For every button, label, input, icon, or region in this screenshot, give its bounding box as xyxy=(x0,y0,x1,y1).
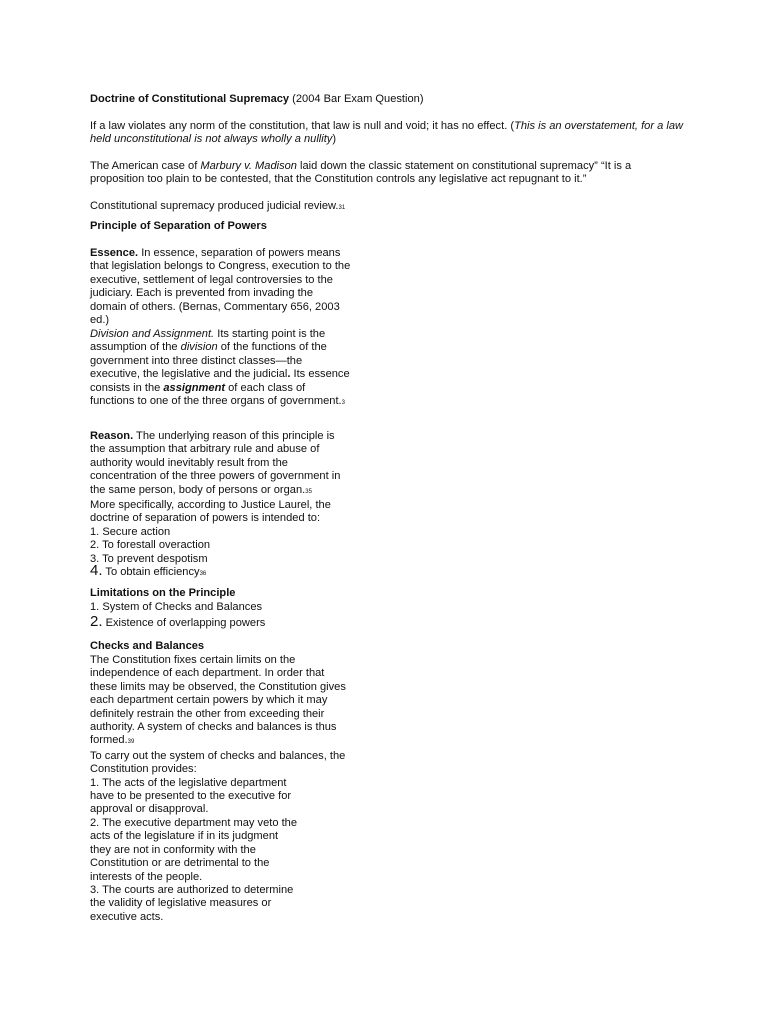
footnote-marker: 31 xyxy=(338,205,346,211)
limitations-item-1 xyxy=(90,601,352,614)
list-item: 1. System of Checks and Balances xyxy=(90,601,263,613)
checks-item-line: approval or disapproval. xyxy=(90,803,209,816)
case-name: Marbury v. Madison xyxy=(200,160,297,172)
reason-text: The underlying reason of this principle is the assumption that arbitrary rule and abuse of authority would inevitably result from the concentration of the three powers of government in the same person, body of persons or organ. xyxy=(90,430,341,496)
doctrine-title-note: (2004 Bar Exam Question) xyxy=(289,93,424,105)
division-text-a: Its starting point is the assumption of the xyxy=(90,328,326,354)
checks-p1-text: The Constitution fixes certain limits on the independence of each department. In order that these limits may be observed, the Constitution gives each department certain powers by which it may definitely restrain the other from exceeding their authority. A system of checks and balances is thus formed. xyxy=(90,654,346,747)
list-item-text: Existence of overlapping powers xyxy=(102,617,266,629)
limitations-heading xyxy=(90,587,352,600)
reason-paragraph xyxy=(90,430,352,566)
doctrine-paragraph-2 xyxy=(90,160,660,187)
list-item-number: 2. xyxy=(90,613,103,630)
essence-label: Essence. xyxy=(90,247,139,259)
list-item: 3. To prevent despotism xyxy=(90,552,208,565)
list-item: 2. To forestall overaction xyxy=(90,539,211,552)
doctrine-paragraph-3 xyxy=(90,200,690,215)
essence-paragraph xyxy=(90,247,352,327)
limitations-heading-text: Limitations on the Principle xyxy=(90,587,236,599)
separation-heading-text: Principle of Separation of Powers xyxy=(90,220,267,232)
division-dot: . xyxy=(287,368,291,381)
checks-item-line: acts of the legislature if in its judgment xyxy=(90,830,279,843)
footnote-marker: 39 xyxy=(127,739,135,746)
doctrine-title: Doctrine of Constitutional Supremacy xyxy=(90,93,290,105)
doctrine-paragraph-1 xyxy=(90,120,690,147)
division-text-c: Its essence consists in the xyxy=(90,368,350,394)
assignment-emphasis: assignment xyxy=(163,381,226,394)
list-item: 1. Secure action xyxy=(90,525,171,538)
checks-p2-text: To carry out the system of checks and balances, the Constitution provides: xyxy=(90,749,346,776)
checks-item-line: 2. The executive department may veto the xyxy=(90,816,297,829)
checks-item-line: 3. The courts are authorized to determine xyxy=(90,883,294,896)
checks-item-line: interests of the people. xyxy=(90,870,203,883)
separation-heading xyxy=(90,220,690,233)
doctrine-p1-text: If a law violates any norm of the constitution, that law is null and void; it has no effect. ( xyxy=(90,120,515,132)
doctrine-p1-close: ) xyxy=(332,133,337,146)
footnote-marker: 35 xyxy=(305,488,312,495)
list-item-number: 4. xyxy=(90,562,103,579)
division-paragraph xyxy=(90,328,352,410)
checks-heading xyxy=(90,640,352,653)
doctrine-p1-italic: This is an overstatement, for a law held unconstitutional is not always wholly a nullity xyxy=(90,120,684,146)
division-text-d: of each class of functions to one of the three organs of government. xyxy=(90,381,342,408)
checks-item-line: the validity of legislative measures or xyxy=(90,897,272,910)
checks-item-line: Constitution or are detrimental to the xyxy=(90,857,270,870)
list-item-text: To obtain efficiency xyxy=(102,566,200,578)
footnote-marker: 3 xyxy=(341,400,345,407)
reason-label: Reason. xyxy=(90,430,134,442)
doctrine-p2-rest: laid down the classic statement on constitutional supremacy” “It is a proposition too plain to be contested, that the Constitution controls any legislative act repugnant to it.” xyxy=(90,160,632,186)
limitations-item-2 xyxy=(90,615,352,630)
division-text-b: of the functions of the government into three distinct classes—the executive, the legislative and the judicial xyxy=(90,341,327,381)
doctrine-p2-text: The American case of xyxy=(90,160,201,172)
checks-paragraph-1 xyxy=(90,654,352,924)
division-italic: division xyxy=(180,341,218,354)
checks-heading-text: Checks and Balances xyxy=(90,640,205,652)
list-item-4 xyxy=(90,564,352,581)
division-label: Division and Assignment. xyxy=(90,328,215,340)
doctrine-heading xyxy=(90,93,690,106)
essence-text: In essence, separation of powers means that legislation belongs to Congress, execution to the executive, settlement of legal controversies to the judiciary. Each is prevented from invading the domain of others. (Bernas, Commentary 656, 2003 ed.) xyxy=(90,247,351,327)
checks-item-line: have to be presented to the executive for xyxy=(90,790,292,803)
footnote-marker: 36 xyxy=(199,571,207,577)
checks-item-line: they are not in conformity with the xyxy=(90,843,256,856)
checks-item-line: executive acts. xyxy=(90,910,164,923)
doctrine-p3-text: Constitutional supremacy produced judicial review. xyxy=(90,200,339,212)
checks-item-line: 1. The acts of the legislative department xyxy=(90,776,287,789)
laurel-text: More specifically, according to Justice Laurel, the doctrine of separation of powers is intended to: xyxy=(90,499,331,525)
